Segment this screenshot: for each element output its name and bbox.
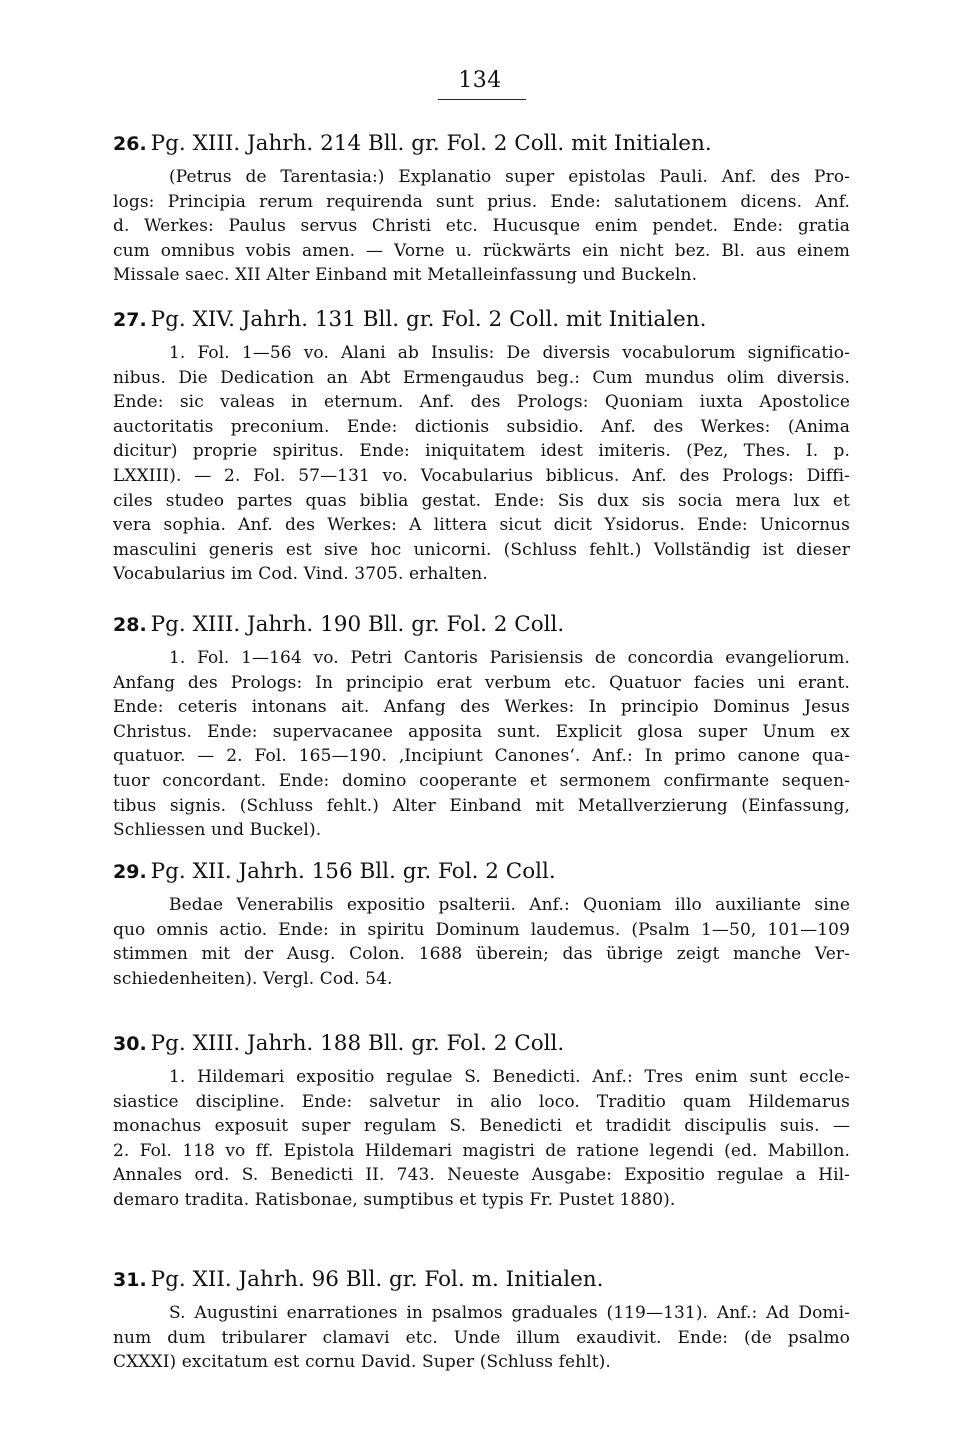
text-line: Ende: sic valeas in eternum. Anf. des Prologs: Quoniam iuxta Apostolice: [113, 392, 850, 413]
text-line: masculini generis est sive hoc unicorni. (Schluss fehlt.) Vollständig ist dieser: [113, 539, 850, 560]
entry-heading: [113, 608, 850, 642]
text-line: dicitur) proprie spiritus. Ende: iniquitatem idest imiteris. (Pez, Thes. I. p.: [113, 441, 850, 462]
text-line: auctoritatis preconium. Ende: dictionis subsidio. Anf. des Werkes: (Anima: [113, 416, 850, 437]
text-line: num dum tribularer clamavi etc. Unde illum exaudivit. Ende: (de psalmo: [113, 1327, 850, 1348]
entry-heading: [113, 1027, 850, 1061]
entry-number: 30.: [113, 1033, 147, 1055]
entry-heading-text: Pg. XIII. Jahrh. 190 Bll. gr. Fol. 2 Coll.: [150, 612, 565, 637]
text-line: quo omnis actio. Ende: in spiritu Dominum laudemus. (Psalm 1—50, 101—109: [113, 919, 850, 940]
entry-heading-text: Pg. XII. Jahrh. 156 Bll. gr. Fol. 2 Coll.: [150, 859, 556, 884]
entry-description: [113, 893, 850, 991]
entry-heading: [113, 303, 850, 337]
text-line: monachus exposuit super regulam S. Benedicti et tradidit discipulis suis. —: [113, 1116, 850, 1137]
text-line: Vocabularius im Cod. Vind. 3705. erhalten.: [113, 564, 488, 585]
text-line: schiedenheiten). Vergl. Cod. 54.: [113, 968, 393, 989]
entry-heading: [113, 855, 850, 889]
text-line: Schliessen und Buckel).: [113, 820, 322, 841]
text-line: logs: Principia rerum requirenda sunt prius. Ende: salutationem dicens. Anf.: [113, 191, 850, 212]
catalog-entry: [113, 127, 850, 288]
text-line: Christus. Ende: supervacanee apposita sunt. Explicit glosa super Unum ex: [113, 721, 850, 742]
entry-description: [113, 1301, 850, 1375]
text-line: cum omnibus vobis amen. — Vorne u. rückwärts ein nicht bez. Bl. aus einem: [113, 240, 850, 261]
catalog-entry: [113, 1263, 850, 1375]
text-line: nibus. Die Dedication an Abt Ermengaudus beg.: Cum mundus olim diversis.: [113, 367, 850, 388]
text-line: siastice discipline. Ende: salvetur in alio loco. Traditio quam Hildemarus: [113, 1091, 850, 1112]
entry-number: 29.: [113, 861, 147, 883]
entry-heading: [113, 127, 850, 161]
text-line: stimmen mit der Ausg. Colon. 1688 überein; das übrige zeigt manche Ver-: [113, 944, 850, 965]
catalog-entry: [113, 303, 850, 587]
catalog-entry: [113, 1027, 850, 1213]
text-line: demaro tradita. Ratisbonae, sumptibus et typis Fr. Pustet 1880).: [113, 1189, 676, 1210]
text-line: Bedae Venerabilis expositio psalterii. Anf.: Quoniam illo auxiliante sine: [169, 895, 850, 915]
text-line: Anfang des Prologs: In principio erat verbum etc. Quatuor facies uni erant.: [113, 672, 850, 693]
entry-number: 27.: [113, 309, 147, 331]
entry-heading-text: Pg. XIII. Jahrh. 188 Bll. gr. Fol. 2 Coll.: [150, 1031, 565, 1056]
text-line: Missale saec. XII Alter Einband mit Metalleinfassung und Buckeln.: [113, 265, 698, 286]
entry-number: 26.: [113, 133, 147, 155]
text-line: CXXXI) excitatum est cornu David. Super (Schluss fehlt).: [113, 1352, 611, 1373]
text-line: quatuor. — 2. Fol. 165—190. ‚Incipiunt Canones‘. Anf.: In primo canone qua-: [113, 746, 850, 767]
text-line: Ende: ceteris intonans ait. Anfang des Werkes: In principio Dominus Jesus: [113, 697, 850, 718]
entry-heading: [113, 1263, 850, 1297]
entry-heading-text: Pg. XIII. Jahrh. 214 Bll. gr. Fol. 2 Coll. mit Initialen.: [150, 131, 712, 156]
text-line: 2. Fol. 118 vo ff. Epistola Hildemari magistri de ratione legendi (ed. Mabillon.: [113, 1140, 850, 1161]
text-line: tuor concordant. Ende: domino cooperante et sermonem confirmante sequen-: [113, 770, 850, 791]
text-line: tibus signis. (Schluss fehlt.) Alter Einband mit Metallverzierung (Einfassung,: [113, 795, 850, 816]
catalog-entry: [113, 608, 850, 843]
text-line: d. Werkes: Paulus servus Christi etc. Hucusque enim pendet. Ende: gratia: [113, 216, 850, 237]
entry-heading-text: Pg. XII. Jahrh. 96 Bll. gr. Fol. m. Initialen.: [150, 1267, 604, 1292]
text-line: LXXIII). — 2. Fol. 57—131 vo. Vocabularius biblicus. Anf. des Prologs: Diffi-: [113, 465, 850, 486]
text-line: 1. Fol. 1—164 vo. Petri Cantoris Parisiensis de concordia evangeliorum.: [169, 648, 850, 668]
entry-description: [113, 341, 850, 587]
entry-number: 31.: [113, 1269, 147, 1291]
text-line: 1. Hildemari expositio regulae S. Benedicti. Anf.: Tres enim sunt eccle-: [169, 1067, 850, 1087]
entry-heading-text: Pg. XIV. Jahrh. 131 Bll. gr. Fol. 2 Coll. mit Initialen.: [150, 307, 707, 332]
text-line: ciles studeo partes quas biblia gestat. Ende: Sis dux sis socia mera lux et: [113, 490, 850, 511]
text-line: 1. Fol. 1—56 vo. Alani ab Insulis: De diversis vocabulorum significatio-: [169, 343, 850, 363]
entry-description: [113, 1065, 850, 1213]
entry-number: 28.: [113, 614, 147, 636]
entry-description: [113, 165, 850, 288]
text-line: Annales ord. S. Benedicti II. 743. Neueste Ausgabe: Expositio regulae a Hil-: [113, 1165, 850, 1186]
page-number: 134: [458, 68, 502, 93]
text-line: vera sophia. Anf. des Werkes: A littera sicut dicit Ysidorus. Ende: Unicornus: [113, 515, 850, 536]
entry-description: [113, 646, 850, 843]
catalog-entry: [113, 855, 850, 991]
text-line: S. Augustini enarrationes in psalmos graduales (119—131). Anf.: Ad Domi-: [169, 1303, 850, 1323]
text-line: (Petrus de Tarentasia:) Explanatio super epistolas Pauli. Anf. des Pro-: [169, 167, 850, 187]
page-number-rule: [438, 99, 526, 100]
